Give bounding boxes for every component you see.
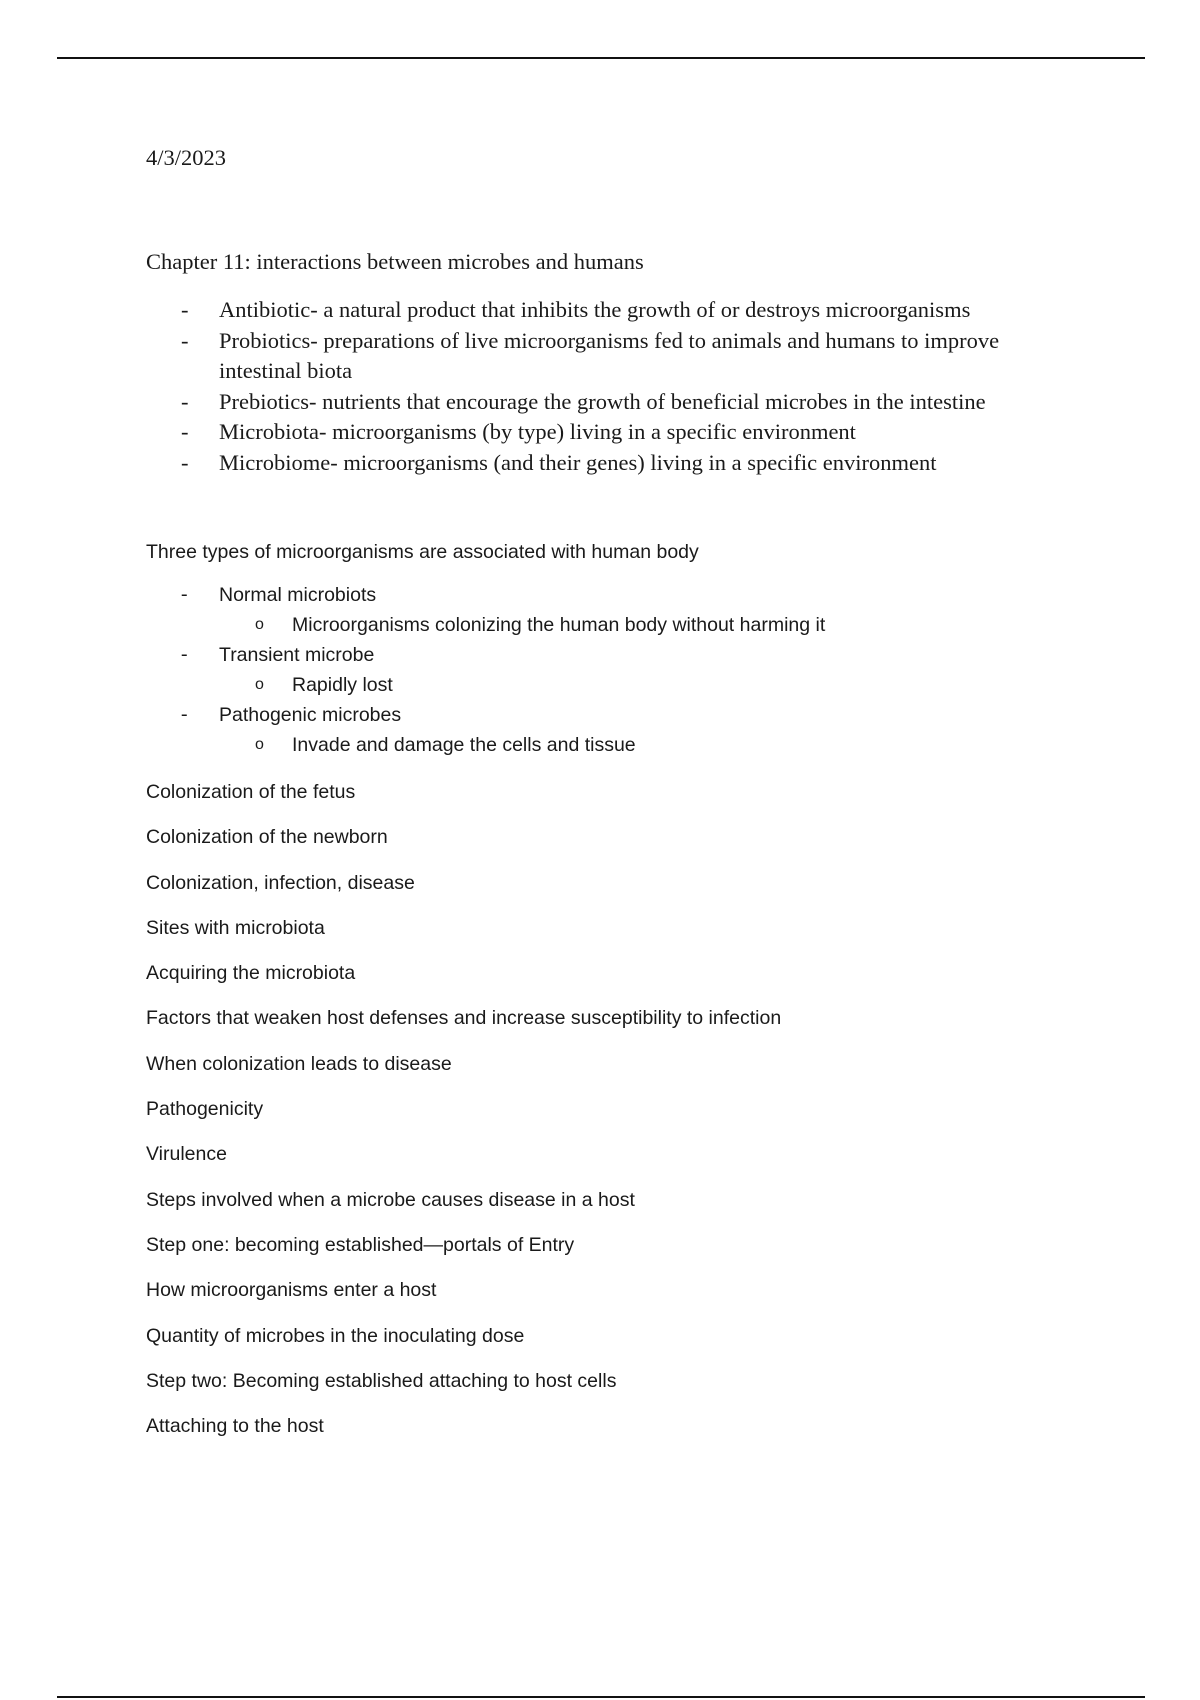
topic-line: Colonization of the fetus: [146, 781, 356, 803]
microbe-type-detail: [219, 730, 825, 760]
circle-bullet: o: [255, 736, 264, 753]
microbe-type-item: [146, 640, 825, 700]
definition-text: Antibiotic- a natural product that inhibits the growth of or destroys microorganisms: [219, 297, 971, 322]
header-rule: [57, 57, 1145, 59]
topic-line: Quantity of microbes in the inoculating dose: [146, 1324, 525, 1347]
microbe-type-name: Normal microbiots: [219, 584, 377, 606]
microbe-type-name: Pathogenic microbes: [219, 704, 402, 726]
types-heading: Three types of microorganisms are associated with human body: [146, 541, 699, 563]
topic-line: Sites with microbiota: [146, 916, 325, 939]
topic-line: How microorganisms enter a host: [146, 1279, 437, 1302]
dash-bullet: -: [181, 297, 189, 322]
topic-line: Steps involved when a microbe causes disease in a host: [146, 1188, 635, 1211]
microbe-type-detail-text: Rapidly lost: [292, 674, 393, 696]
definition-text: Probiotics- preparations of live microorganisms fed to animals and humans to improve intestinal biota: [219, 327, 1000, 383]
microbe-type-detail: [219, 610, 825, 640]
microbe-type-item: [146, 700, 825, 760]
topic-line: Step two: Becoming established attaching to host cells: [146, 1369, 617, 1392]
microbe-types-list: [146, 580, 825, 760]
topic-line: Pathogenicity: [146, 1098, 264, 1121]
microbe-type-detail-text: Microorganisms colonizing the human body without harming it: [292, 614, 826, 636]
dash-bullet: -: [181, 388, 189, 414]
dash-bullet: -: [181, 419, 189, 444]
chapter-title: Chapter 11: interactions between microbes and humans: [146, 249, 644, 274]
definition-text: Prebiotics- nutrients that encourage the growth of beneficial microbes in the intestine: [219, 388, 986, 414]
circle-bullet: o: [255, 616, 264, 633]
note-date: 4/3/2023: [146, 145, 227, 170]
topic-line: Attaching to the host: [146, 1415, 324, 1438]
topic-line: Factors that weaken host defenses and increase susceptibility to infection: [146, 1007, 782, 1030]
definition-item: [146, 448, 1066, 479]
microbe-type-details: [219, 610, 825, 640]
footer-rule: [57, 1696, 1145, 1698]
microbe-type-detail: [219, 670, 825, 700]
microbe-type-details: [219, 730, 825, 760]
definition-text: Microbiota- microorganisms (by type) living in a specific environment: [219, 419, 856, 444]
microbe-type-name: Transient microbe: [219, 644, 375, 666]
topic-line: Colonization of the newborn: [146, 826, 388, 849]
dash-bullet: -: [181, 584, 188, 605]
microbe-type-detail-text: Invade and damage the cells and tissue: [292, 734, 636, 756]
definition-item: [146, 387, 1066, 418]
dash-bullet: -: [181, 449, 189, 475]
definition-item: [146, 326, 1066, 387]
topic-line: Step one: becoming established—portals of Entry: [146, 1233, 575, 1256]
circle-bullet: o: [255, 676, 264, 693]
definition-item: [146, 295, 1066, 326]
topic-line: When colonization leads to disease: [146, 1052, 452, 1075]
dash-bullet: -: [181, 644, 188, 665]
topic-line: Virulence: [146, 1143, 227, 1166]
dash-bullet: -: [181, 704, 188, 725]
dash-bullet: -: [181, 327, 189, 353]
topics-list: [146, 777, 781, 1456]
microbe-type-item: [146, 580, 825, 640]
definition-text: Microbiome- microorganisms (and their genes) living in a specific environment: [219, 449, 937, 475]
microbe-type-details: [219, 670, 825, 700]
topic-line: Colonization, infection, disease: [146, 871, 415, 894]
definition-item: [146, 417, 1066, 448]
definitions-list: [146, 295, 1066, 478]
topic-line: Acquiring the microbiota: [146, 962, 356, 985]
